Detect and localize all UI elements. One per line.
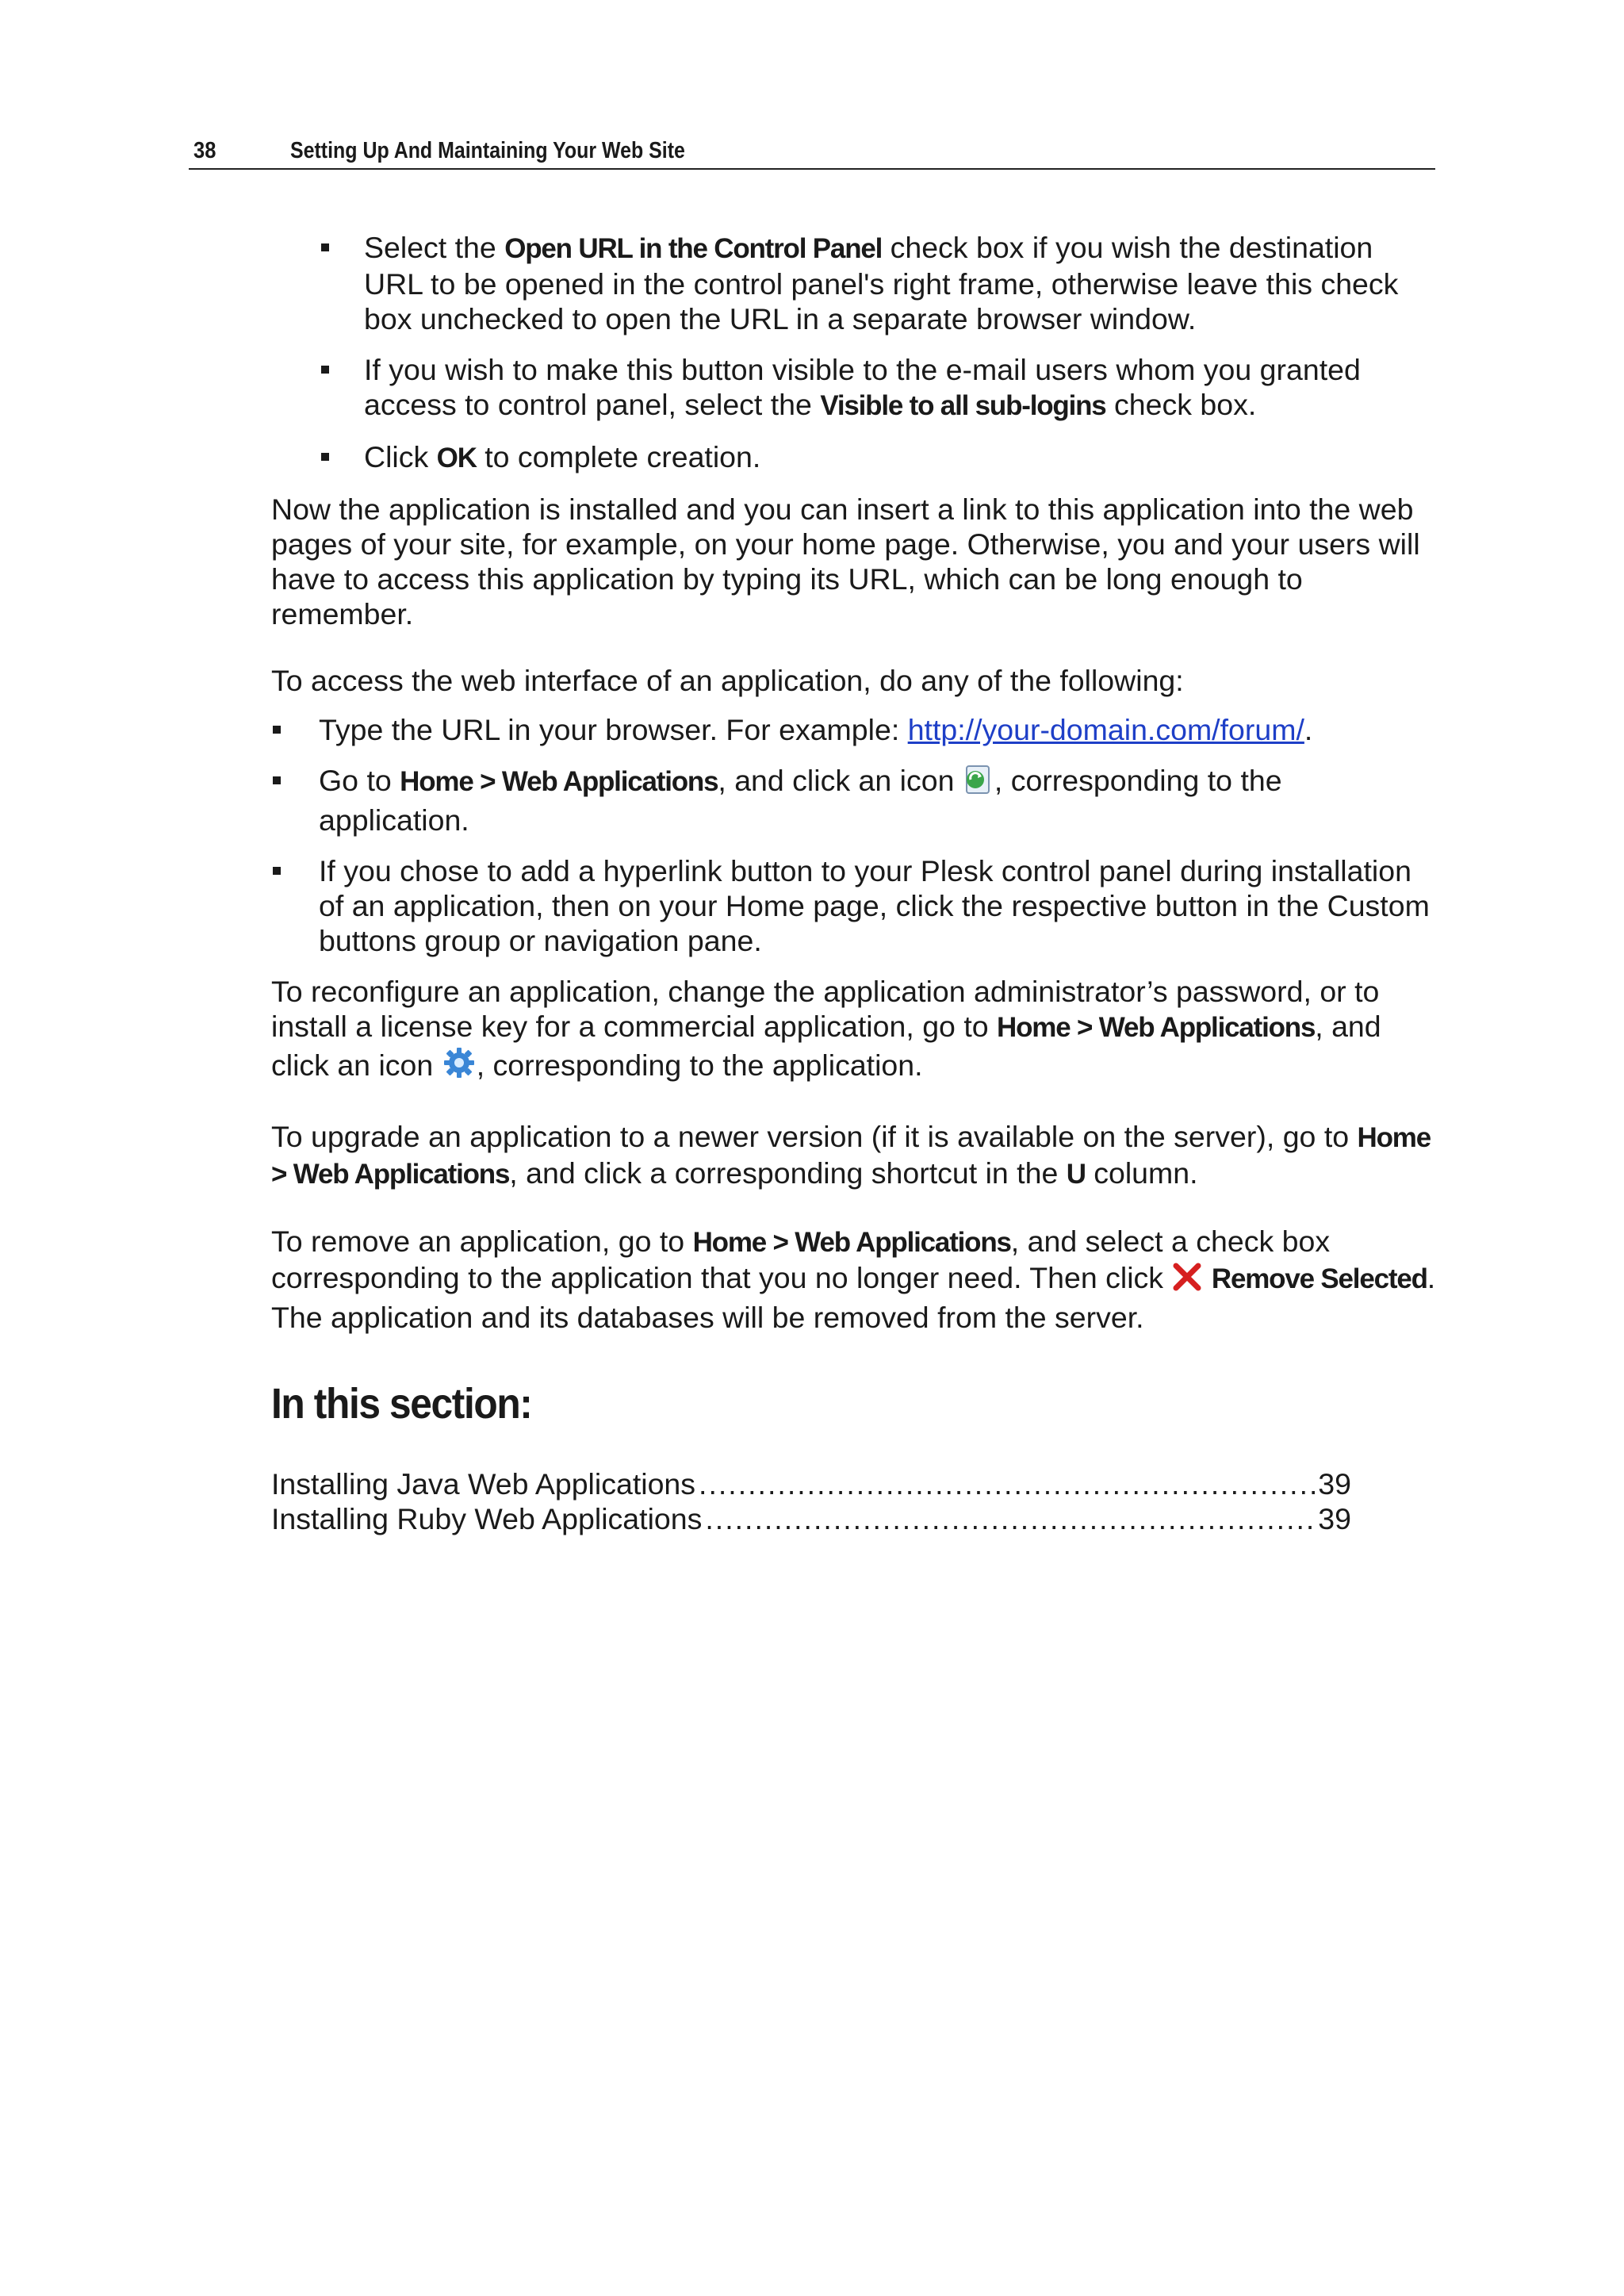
open-application-icon	[963, 764, 994, 803]
ui-label: Home > Web Applications	[692, 1227, 1011, 1258]
list-item: Type the URL in your browser. For example: http://your-domain.com/forum/.	[271, 712, 1437, 747]
toc-page: 39	[1318, 1467, 1351, 1501]
example-url-link[interactable]: http://your-domain.com/forum/	[907, 713, 1304, 746]
page-header	[189, 136, 1435, 170]
bullet-icon	[321, 366, 329, 374]
list-item: Click OK to complete creation.	[271, 439, 1437, 476]
bullet-icon	[273, 726, 281, 734]
bullet-icon	[321, 243, 329, 251]
toc-title: Installing Java Web Applications	[271, 1467, 696, 1501]
ui-label: Remove Selected	[1211, 1263, 1427, 1294]
page-content	[271, 230, 1437, 1536]
ui-label: OK	[436, 443, 477, 473]
ui-label: U	[1066, 1159, 1086, 1190]
ui-label: Home > Web Applications	[400, 766, 718, 797]
paragraph-installed: Now the application is installed and you can insert a link to this application into the web pages of your site, for example, on your home page. Otherwise, you and your users will have to access this application by typing its URL, which can be long enough to remember.	[271, 493, 1420, 631]
toc-entry[interactable]	[271, 1466, 1351, 1501]
ui-label: Home > Web Applications	[271, 1122, 1431, 1190]
gear-settings-icon	[442, 1045, 477, 1087]
toc-page: 39	[1318, 1502, 1351, 1535]
paragraph-remove: To remove an application, go to Home > Web Applications, and select a check box corresponding to the application that you no longer need. Then click Remove Selected. The application and its databases will be removed from the server.	[271, 1225, 1436, 1334]
toc-leader	[699, 1466, 1315, 1501]
section-heading: In this section:	[271, 1380, 532, 1428]
list-item: If you wish to make this button visible to the e-mail users whom you granted access to control panel, select the Visible to all sub-logins check box.	[271, 352, 1437, 424]
bullet-icon	[273, 776, 281, 784]
running-title: Setting Up And Maintaining Your Web Site	[290, 138, 685, 163]
list-item: Select the Open URL in the Control Panel check box if you wish the destination URL to be opened in the control panel's right frame, otherwise leave this check box unchecked to open the URL in a separate browser window.	[271, 230, 1437, 336]
page-number: 38	[193, 138, 216, 163]
bullet-icon	[273, 867, 281, 875]
toc-entry[interactable]	[271, 1501, 1351, 1536]
ui-label: Open URL in the Control Panel	[504, 233, 883, 264]
table-of-contents	[271, 1466, 1437, 1536]
paragraph-access-intro: To access the web interface of an application, do any of the following:	[271, 664, 1184, 697]
list-item: Go to Home > Web Applications, and click an icon , corresponding to the application.	[271, 763, 1437, 838]
bullet-icon	[321, 453, 329, 461]
paragraph-upgrade: To upgrade an application to a newer version (if it is available on the server), go to Home > Web Applications, and click a corresponding shortcut in the U column.	[271, 1120, 1431, 1190]
red-x-remove-icon	[1171, 1261, 1203, 1300]
list-item: If you chose to add a hyperlink button to your Plesk control panel during installation of an application, then on your Home page, click the respective button in the Custom buttons group or navigation pane.	[271, 853, 1437, 958]
toc-leader	[705, 1501, 1315, 1536]
paragraph-reconfigure: To reconfigure an application, change the application administrator’s password, or to install a license key for a commercial application, go to Home > Web Applications, and click an icon , corresponding to the application.	[271, 974, 1437, 1087]
ui-label: Home > Web Applications	[997, 1012, 1316, 1043]
access-list	[271, 712, 1437, 958]
ui-label: Visible to all sub-logins	[820, 390, 1106, 421]
toc-title: Installing Ruby Web Applications	[271, 1502, 703, 1535]
instruction-list	[271, 230, 1437, 476]
